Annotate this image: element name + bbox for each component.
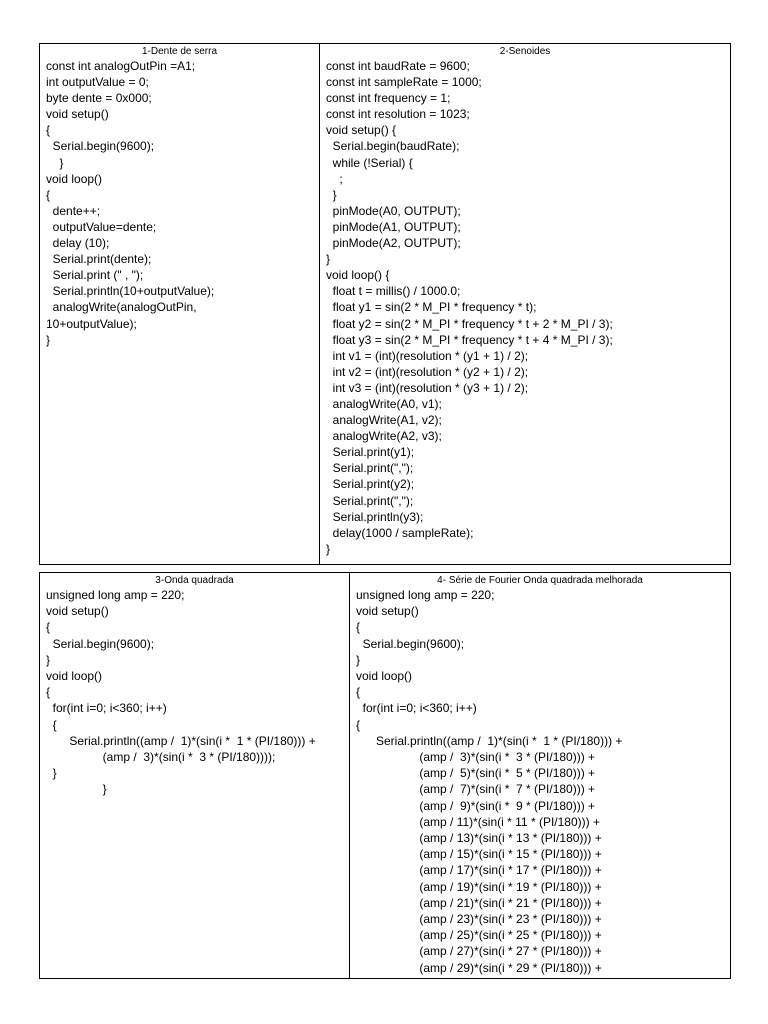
cell-header: 1-Dente de serra [141, 46, 218, 57]
cell-header: 2-Senoides [499, 46, 551, 57]
cell-dente-de-serra [40, 44, 319, 564]
cell-header: 3-Onda quadrada [155, 575, 234, 586]
cell-header: 4- Série de Fourier Onda quadrada melhorada [437, 575, 643, 586]
code-block: const int analogOutPin =A1; int outputValue = 0; byte dente = 0x000; void setup() { Serial.begin(9600); } void loop() { dente++; outputValue=dente; delay (10); Serial.print(dente); Serial.print (" , "); Serial.println(10+outputValue); analogWrite(analogOutPin, 10+outputValue); } [46, 59, 215, 347]
cell-onda-quadrada [40, 573, 349, 978]
cell-senoides [319, 44, 730, 564]
cell-serie-de-fourier [349, 573, 730, 978]
code-block: unsigned long amp = 220; void setup() { Serial.begin(9600); } void loop() { for(int i=0; i<360; i++) { Serial.println((amp / 1)*(sin(i * 1 * (PI/180))) + (amp / 3)*(sin(i * 3 * (PI/180))) + (amp / 5)*(sin(i * 5 * (PI/180))) + (amp / 7)*(sin(i * 7 * (PI/180))) + (amp / 9)*(sin(i * 9 * (PI/180))) + (amp / 11)*(sin(i * 11 * (PI/180))) + (amp / 13)*(sin(i * 13 * (PI/180))) + (amp / 15)*(sin(i * 15 * (PI/180))) + (amp / 17)*(sin(i * 17 * (PI/180))) + (amp / 19)*(sin(i * 19 * (PI/180))) + (amp / 21)*(sin(i * 21 * (PI/180))) + (amp / 23)*(sin(i * 23 * (PI/180))) + (amp / 25)*(sin(i * 25 * (PI/180))) + (amp / 27)*(sin(i * 27 * (PI/180))) + (amp / 29)*(sin(i * 29 * (PI/180))) + [356, 588, 623, 975]
top-table [39, 43, 731, 565]
code-block: unsigned long amp = 220; void setup() { Serial.begin(9600); } void loop() { for(int i=0; i<360; i++) { Serial.println((amp / 1)*(sin(i * 1 * (PI/180))) + (amp / 3)*(sin(i * 3 * (PI/180)))); } } [46, 588, 316, 797]
bottom-table [39, 572, 731, 979]
code-block: const int baudRate = 9600; const int sampleRate = 1000; const int frequency = 1; const int resolution = 1023; void setup() { Serial.begin(baudRate); while (!Serial) { ; } pinMode(A0, OUTPUT); pinMode(A1, OUTPUT); pinMode(A2, OUTPUT); } void loop() { float t = millis() / 1000.0; float y1 = sin(2 * M_PI * frequency * t); float y2 = sin(2 * M_PI * frequency * t + 2 * M_PI / 3); float y3 = sin(2 * M_PI * frequency * t + 4 * M_PI / 3); int v1 = (int)(resolution * (y1 + 1) / 2); int v2 = (int)(resolution * (y2 + 1) / 2); int v3 = (int)(resolution * (y3 + 1) / 2); analogWrite(A0, v1); analogWrite(A1, v2); analogWrite(A2, v3); Serial.print(y1); Serial.print(","); Serial.print(y2); Serial.print(","); Serial.println(y3); delay(1000 / sampleRate); } [326, 59, 613, 556]
